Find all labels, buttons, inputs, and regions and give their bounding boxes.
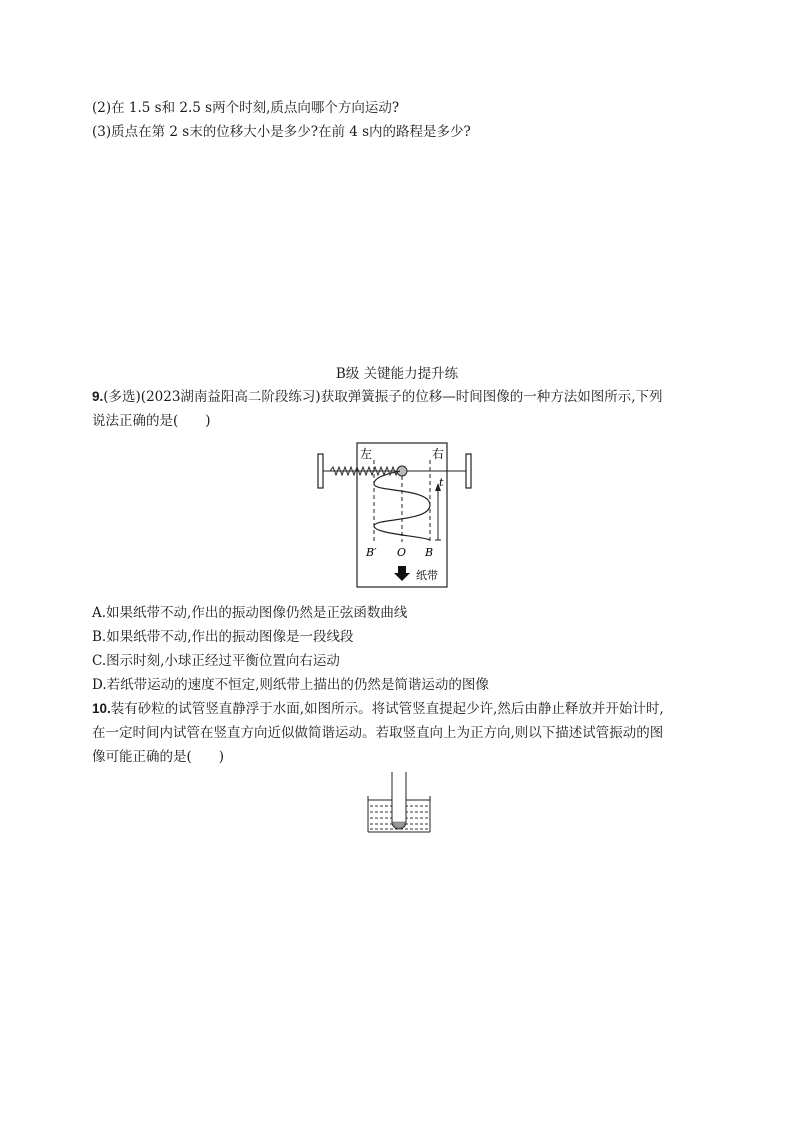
question-9-text: (多选)(2023湖南益阳高二阶段练习)获取弹簧振子的位移—时间图像的一种方法如图所示,下列 xyxy=(103,389,663,405)
label-t: t xyxy=(439,476,444,489)
label-o: O xyxy=(397,546,407,559)
question-10-number: 10. xyxy=(92,701,111,716)
label-b-prime: B′ xyxy=(366,546,377,559)
right-wall xyxy=(466,454,471,488)
question-8-part-3: (3)质点在第 2 s末的位移大小是多少?在前 4 s内的路程是多少? xyxy=(92,124,471,140)
spring-oscillator-figure xyxy=(312,440,482,590)
question-10-line-2: 在一定时间内试管在竖直方向近似做简谐运动。若取竖直向上为正方向,则以下描述试管振动的图 xyxy=(92,725,664,741)
question-10-text: 装有砂粒的试管竖直静浮于水面,如图所示。将试管竖直提起少许,然后由静止释放并开始计时, xyxy=(110,701,664,717)
tape-direction-arrow xyxy=(394,566,410,581)
question-10-line-3: 像可能正确的是( ) xyxy=(92,749,225,765)
left-wall xyxy=(318,454,323,488)
test-tube xyxy=(392,772,406,829)
option-a: A.如果纸带不动,作出的振动图像仍然是正弦函数曲线 xyxy=(92,605,408,621)
question-9-line-2: 说法正确的是( ) xyxy=(92,413,211,429)
section-title: B级 关键能力提升练 xyxy=(335,366,459,382)
question-9-line-1 xyxy=(92,387,662,407)
question-9-number: 9. xyxy=(92,389,104,404)
option-c: C.图示时刻,小球正经过平衡位置向右运动 xyxy=(92,653,340,669)
question-8-part-2: (2)在 1.5 s和 2.5 s两个时刻,质点向哪个方向运动? xyxy=(92,100,400,116)
label-b: B xyxy=(425,546,434,559)
label-left: 左 xyxy=(360,447,373,461)
option-b: B.如果纸带不动,作出的振动图像是一段线段 xyxy=(92,629,354,645)
label-tape: 纸带 xyxy=(416,569,438,582)
option-d: D.若纸带运动的速度不恒定,则纸带上描出的仍然是简谐运动的图像 xyxy=(92,677,489,693)
label-right: 右 xyxy=(432,447,445,461)
question-10-line-1 xyxy=(92,699,664,719)
test-tube-figure xyxy=(364,770,434,836)
